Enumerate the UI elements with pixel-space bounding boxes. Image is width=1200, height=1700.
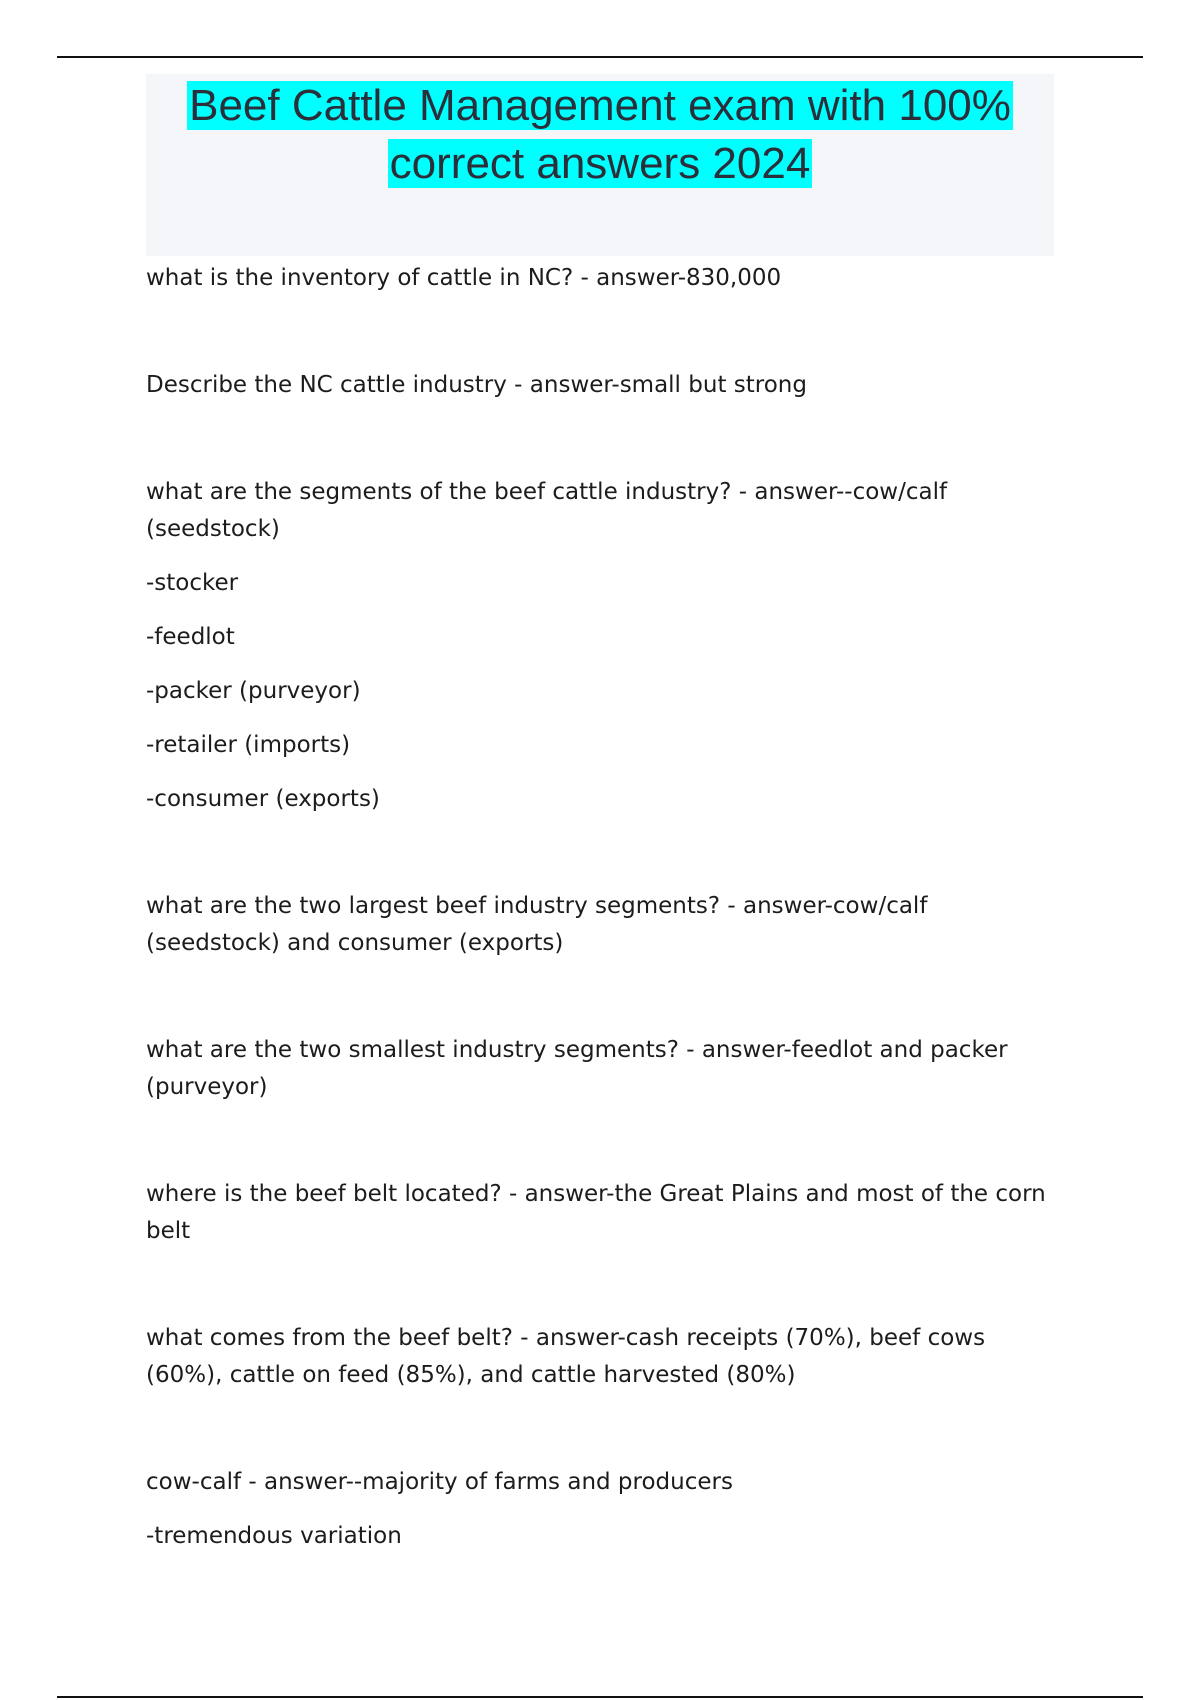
qa-item (146, 474, 1066, 818)
qa-question: what are the segments of the beef cattle industry? - answer--cow/calf (seedstock) (146, 479, 948, 542)
qa-item (146, 367, 1066, 404)
title-line-2: correct answers 2024 (389, 139, 811, 188)
qa-item (146, 888, 1066, 962)
qa-answer-line: -consumer (exports) (146, 786, 380, 812)
qa-question: Describe the NC cattle industry - answer-small but strong (146, 372, 807, 398)
qa-answer-line: -stocker (146, 570, 239, 596)
top-rule (57, 56, 1143, 58)
title-line-1: Beef Cattle Management exam with 100% (189, 81, 1011, 130)
qa-question: what is the inventory of cattle in NC? - answer-830,000 (146, 265, 782, 291)
qa-item (146, 1464, 1066, 1555)
title-block (146, 74, 1054, 256)
qa-answer-line: -tremendous variation (146, 1523, 402, 1549)
qa-list (146, 260, 1066, 1555)
qa-answer-line: -retailer (imports) (146, 732, 351, 758)
qa-question: what are the two largest beef industry segments? - answer-cow/calf (seedstock) and consumer (exports) (146, 893, 928, 956)
qa-answer-line: -feedlot (146, 624, 235, 650)
document-title (146, 74, 1054, 193)
qa-question: where is the beef belt located? - answer-the Great Plains and most of the corn belt (146, 1181, 1046, 1244)
bottom-rule (57, 1696, 1143, 1698)
qa-item (146, 1320, 1066, 1394)
qa-item (146, 1176, 1066, 1250)
qa-item (146, 260, 1066, 297)
qa-question: what comes from the beef belt? - answer-cash receipts (70%), beef cows (60%), cattle on feed (85%), and cattle harvested (80%) (146, 1325, 986, 1388)
qa-item (146, 1032, 1066, 1106)
qa-question: cow-calf - answer--majority of farms and producers (146, 1469, 733, 1495)
qa-answer-line: -packer (purveyor) (146, 678, 361, 704)
qa-question: what are the two smallest industry segments? - answer-feedlot and packer (purveyor) (146, 1037, 1008, 1100)
